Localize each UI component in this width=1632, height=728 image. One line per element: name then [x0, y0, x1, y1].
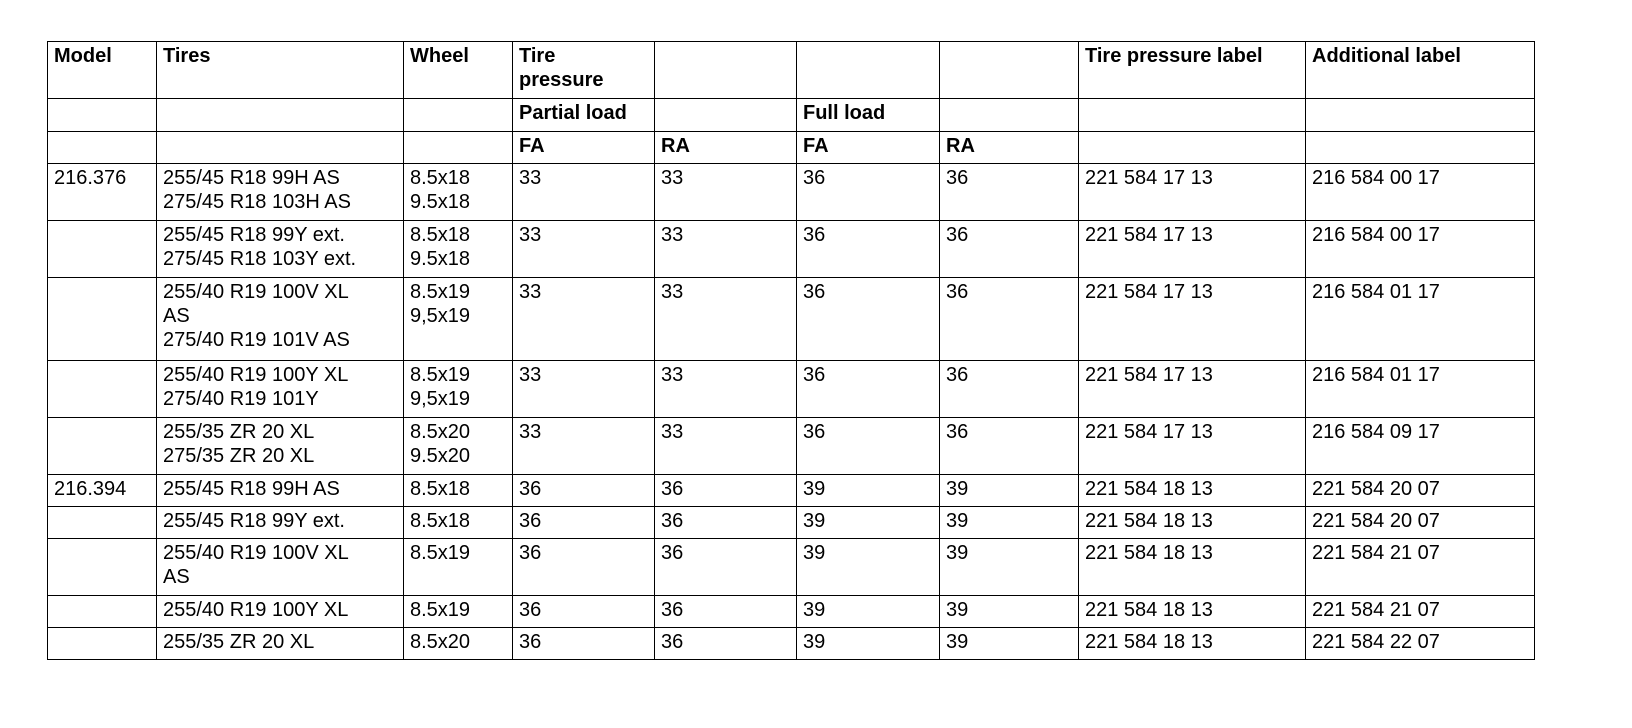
cell-partial-ra: 33	[655, 418, 797, 475]
cell-additional-label: 221 584 22 07	[1306, 628, 1535, 660]
cell-tires: 255/40 R19 100V XL AS	[157, 539, 404, 596]
header-partial-fa: FA	[513, 132, 655, 164]
header-empty	[1306, 132, 1535, 164]
cell-additional-label: 221 584 20 07	[1306, 475, 1535, 507]
cell-full-fa: 39	[797, 507, 940, 539]
cell-partial-fa: 33	[513, 418, 655, 475]
cell-tire-pressure-label: 221 584 17 13	[1079, 221, 1306, 278]
cell-wheel: 8.5x18 9.5x18	[404, 164, 513, 221]
cell-model	[48, 418, 157, 475]
cell-additional-label: 216 584 09 17	[1306, 418, 1535, 475]
cell-tire-pressure-label: 221 584 17 13	[1079, 278, 1306, 361]
cell-tires: 255/45 R18 99H AS	[157, 475, 404, 507]
cell-additional-label: 216 584 01 17	[1306, 361, 1535, 418]
header-empty	[797, 42, 940, 99]
cell-partial-ra: 33	[655, 361, 797, 418]
table-row	[48, 164, 1535, 221]
cell-tire-pressure-label: 221 584 18 13	[1079, 507, 1306, 539]
cell-model: 216.394	[48, 475, 157, 507]
cell-partial-ra: 36	[655, 475, 797, 507]
cell-wheel: 8.5x18	[404, 507, 513, 539]
cell-full-ra: 39	[940, 596, 1079, 628]
cell-partial-ra: 36	[655, 596, 797, 628]
cell-full-fa: 36	[797, 418, 940, 475]
cell-full-fa: 36	[797, 164, 940, 221]
header-full-fa: FA	[797, 132, 940, 164]
header-empty	[404, 99, 513, 132]
cell-partial-fa: 36	[513, 539, 655, 596]
cell-tire-pressure-label: 221 584 17 13	[1079, 418, 1306, 475]
cell-model	[48, 539, 157, 596]
cell-full-ra: 36	[940, 278, 1079, 361]
table-row	[48, 539, 1535, 596]
cell-full-ra: 36	[940, 361, 1079, 418]
cell-partial-ra: 36	[655, 628, 797, 660]
cell-model	[48, 596, 157, 628]
cell-tire-pressure-label: 221 584 17 13	[1079, 361, 1306, 418]
cell-tires: 255/40 R19 100Y XL 275/40 R19 101Y	[157, 361, 404, 418]
table-row	[48, 475, 1535, 507]
header-empty	[655, 42, 797, 99]
cell-partial-fa: 36	[513, 596, 655, 628]
cell-tires: 255/40 R19 100V XL AS 275/40 R19 101V AS	[157, 278, 404, 361]
cell-tires: 255/45 R18 99H AS 275/45 R18 103H AS	[157, 164, 404, 221]
cell-wheel: 8.5x18	[404, 475, 513, 507]
header-row-3	[48, 132, 1535, 164]
cell-wheel: 8.5x19	[404, 539, 513, 596]
header-empty	[48, 99, 157, 132]
cell-partial-ra: 36	[655, 539, 797, 596]
table-row	[48, 418, 1535, 475]
cell-additional-label: 221 584 21 07	[1306, 539, 1535, 596]
cell-tire-pressure-label: 221 584 18 13	[1079, 628, 1306, 660]
header-partial-ra: RA	[655, 132, 797, 164]
cell-partial-ra: 33	[655, 221, 797, 278]
cell-tires: 255/35 ZR 20 XL	[157, 628, 404, 660]
cell-full-ra: 39	[940, 507, 1079, 539]
cell-partial-fa: 33	[513, 278, 655, 361]
header-model: Model	[48, 42, 157, 99]
cell-full-ra: 36	[940, 221, 1079, 278]
header-row-2	[48, 99, 1535, 132]
cell-additional-label: 221 584 20 07	[1306, 507, 1535, 539]
header-full-load: Full load	[797, 99, 940, 132]
cell-full-fa: 39	[797, 596, 940, 628]
cell-wheel: 8.5x19 9,5x19	[404, 361, 513, 418]
header-tire-pressure: Tire pressure	[513, 42, 655, 99]
cell-partial-fa: 36	[513, 475, 655, 507]
cell-additional-label: 216 584 00 17	[1306, 221, 1535, 278]
cell-tires: 255/35 ZR 20 XL 275/35 ZR 20 XL	[157, 418, 404, 475]
cell-wheel: 8.5x20 9.5x20	[404, 418, 513, 475]
cell-wheel: 8.5x19 9,5x19	[404, 278, 513, 361]
header-row-1	[48, 42, 1535, 99]
cell-tire-pressure-label: 221 584 18 13	[1079, 475, 1306, 507]
cell-full-fa: 36	[797, 221, 940, 278]
header-partial-load: Partial load	[513, 99, 655, 132]
cell-tires: 255/40 R19 100Y XL	[157, 596, 404, 628]
cell-full-ra: 39	[940, 475, 1079, 507]
header-tires: Tires	[157, 42, 404, 99]
cell-full-ra: 39	[940, 628, 1079, 660]
cell-full-fa: 36	[797, 361, 940, 418]
cell-partial-ra: 33	[655, 164, 797, 221]
cell-full-ra: 36	[940, 418, 1079, 475]
header-empty	[48, 132, 157, 164]
cell-model	[48, 628, 157, 660]
cell-additional-label: 216 584 00 17	[1306, 164, 1535, 221]
cell-tire-pressure-label: 221 584 18 13	[1079, 596, 1306, 628]
cell-tire-pressure-label: 221 584 17 13	[1079, 164, 1306, 221]
table-row	[48, 221, 1535, 278]
header-empty	[157, 99, 404, 132]
table-row	[48, 361, 1535, 418]
cell-partial-ra: 36	[655, 507, 797, 539]
header-full-ra: RA	[940, 132, 1079, 164]
cell-full-ra: 36	[940, 164, 1079, 221]
cell-full-fa: 39	[797, 539, 940, 596]
cell-additional-label: 221 584 21 07	[1306, 596, 1535, 628]
table-row	[48, 507, 1535, 539]
header-empty	[1306, 99, 1535, 132]
cell-model	[48, 278, 157, 361]
header-empty	[404, 132, 513, 164]
header-empty	[940, 99, 1079, 132]
cell-partial-fa: 36	[513, 628, 655, 660]
cell-model	[48, 507, 157, 539]
cell-full-fa: 39	[797, 628, 940, 660]
cell-full-fa: 39	[797, 475, 940, 507]
cell-wheel: 8.5x20	[404, 628, 513, 660]
cell-tires: 255/45 R18 99Y ext.	[157, 507, 404, 539]
cell-model	[48, 221, 157, 278]
cell-partial-fa: 33	[513, 361, 655, 418]
header-wheel: Wheel	[404, 42, 513, 99]
cell-model	[48, 361, 157, 418]
cell-partial-ra: 33	[655, 278, 797, 361]
table-row	[48, 628, 1535, 660]
cell-partial-fa: 33	[513, 221, 655, 278]
cell-tire-pressure-label: 221 584 18 13	[1079, 539, 1306, 596]
header-empty	[940, 42, 1079, 99]
cell-additional-label: 216 584 01 17	[1306, 278, 1535, 361]
header-empty	[655, 99, 797, 132]
cell-full-ra: 39	[940, 539, 1079, 596]
table-row	[48, 278, 1535, 361]
header-empty	[1079, 99, 1306, 132]
header-tire-pressure-label: Tire pressure label	[1079, 42, 1306, 99]
cell-wheel: 8.5x19	[404, 596, 513, 628]
table-row	[48, 596, 1535, 628]
tire-pressure-table	[47, 41, 1535, 660]
cell-full-fa: 36	[797, 278, 940, 361]
header-additional-label: Additional label	[1306, 42, 1535, 99]
header-empty	[1079, 132, 1306, 164]
header-empty	[157, 132, 404, 164]
cell-wheel: 8.5x18 9.5x18	[404, 221, 513, 278]
cell-model: 216.376	[48, 164, 157, 221]
cell-tires: 255/45 R18 99Y ext. 275/45 R18 103Y ext.	[157, 221, 404, 278]
cell-partial-fa: 36	[513, 507, 655, 539]
cell-partial-fa: 33	[513, 164, 655, 221]
